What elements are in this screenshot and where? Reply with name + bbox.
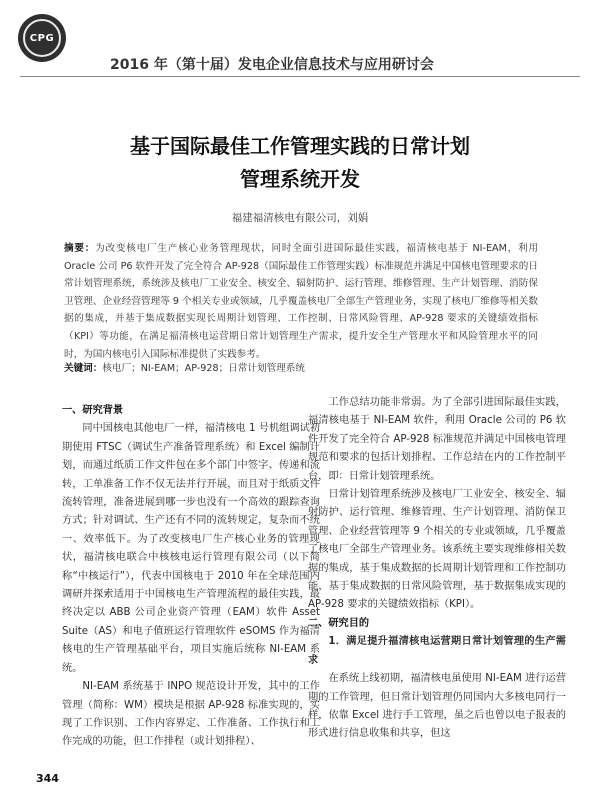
conference-logo <box>18 14 66 62</box>
paragraph: NI-EAM 系统基于 INPO 规范设计开发，其中的工作管理（简称：WM）模块是根据 AP-928 标准实现的，实现了工作识别、工作内容界定、工作准备、工作执行和工作完成的功能，但工作排程（或计划排程）、 <box>62 681 320 748</box>
conference-title: 2016 年（第十届）发电企业信息技术与应用研讨会 <box>110 57 434 73</box>
left-column <box>62 402 320 752</box>
logo-ring <box>23 19 61 57</box>
paragraph: 工作总结功能非常弱。为了全部引进国际最佳实践，福清核电基于 NI-EAM 软件，利用 Oracle 公司的 P6 软件开发了完全符合 AP-928 标准规范并满足中国核电管理规范和要求的包括计划排程、工作总结在内的工作控制平台，即：日常计划管理系统。 <box>308 397 566 482</box>
keywords <box>64 360 538 377</box>
paragraph: 日常计划管理系统涉及核电厂工业安全、核安全、辐射防护、运行管理、维修管理、生产计划管理、消防保卫管理、企业经营管理等 9 个相关的专业或领域，几乎覆盖了核电厂全部生产管理业务。该系统主要实现维修相关数据的集成，基于集成数据的长周期计划管理和工作控制功能，基于集成数据的日常风险管理，基于数据集成实现的 AP-928 要求的关键绩效指标（KPI）。 <box>308 489 566 611</box>
abstract-label: 摘要： <box>64 243 96 254</box>
section-heading-background: 一、研究背景 <box>62 405 124 416</box>
author-line: 福建福清核电有限公司，刘娟 <box>231 212 369 224</box>
conference-header <box>18 14 586 74</box>
keywords-label: 关键词： <box>64 363 103 374</box>
paper-title-line-1: 基于国际最佳工作管理实践的日常计划 <box>130 134 470 158</box>
logo-text: CPG <box>29 32 55 44</box>
abstract <box>64 240 538 363</box>
right-column <box>308 394 566 744</box>
paragraph: 在系统上线初期，福清核电虽使用 NI-EAM 进行运营期的工作管理，但日常计划管理仍同国内大多核电同行一样，依靠 Excel 进行手工管理，虽之后也曾以电子报表的形式进行信息收集和共享，但这 <box>308 673 566 740</box>
keywords-text: 核电厂；NI-EAM；AP-928；日常计划管理系统 <box>102 363 305 374</box>
header-divider <box>20 76 580 77</box>
subsection-heading: 1．满足提升福清核电运营期日常计划管理的生产需求 <box>308 636 566 666</box>
paper-title-line-2: 管理系统开发 <box>240 167 360 191</box>
abstract-text: 为改变核电厂生产核心业务管理现状，同时全面引进国际最佳实践，福清核电基于 NI-EAM，利用 Oracle 公司 P6 软件开发了完全符合 AP-928（国际最佳工作管理实践）标准规范并满足中国核电管理要求的日常计划管理系统，系统涉及核电厂工业安全、核安全、辐射防护、运行管理、维修管理、生产计划管理、消防保卫管理、企业经营管理等 9 个相关专业或领域，几乎覆盖核电厂全部生产管理业务，实现了核电厂维修等相关数据的集成，并基于集成数据实现长周期计划管理、工作控制、日常风险管理、AP-928 要求的关键绩效指标（KPI）等功能，在满足福清核电运营期日常计划管理生产需求，提升安全生产管理水平和风险管理水平的同时，为国内核电引入国际标准提供了实践参考。 <box>64 243 539 360</box>
paragraph: 同中国核电其他电厂一样，福清核电 1 号机组调试初期使用 FTSC（调试生产准备管理系统）和 Excel 编制计划，而通过纸质工作文件包在多个部门中签字、传递和流转，工单准备工作不仅无法并行开展，而且对于纸质文件流转管理，准备进展到哪一步也没有一个高效的跟踪查询方式；针对调试、生产还有不同的流转规定，复杂而不统一、效率低下。为了改变核电厂生产核心业务的管理现状，福清核电联合中核核电运行管理有限公司（以下简称“中核运行”），代表中国核电于 2010 年在全球范围内调研并探索适用于中国核电生产管理流程的最佳实践，最终决定以 ABB 公司企业资产管理（EAM）软件 Asset Suite（AS）和电子值班运行管理软件 eSOMS 作为福清核电的生产管理基础平台，项目实施后统称 NI-EAM 系统。 <box>62 423 320 674</box>
page-number: 344 <box>36 772 59 785</box>
section-heading-purpose: 二、研究目的 <box>308 617 370 629</box>
